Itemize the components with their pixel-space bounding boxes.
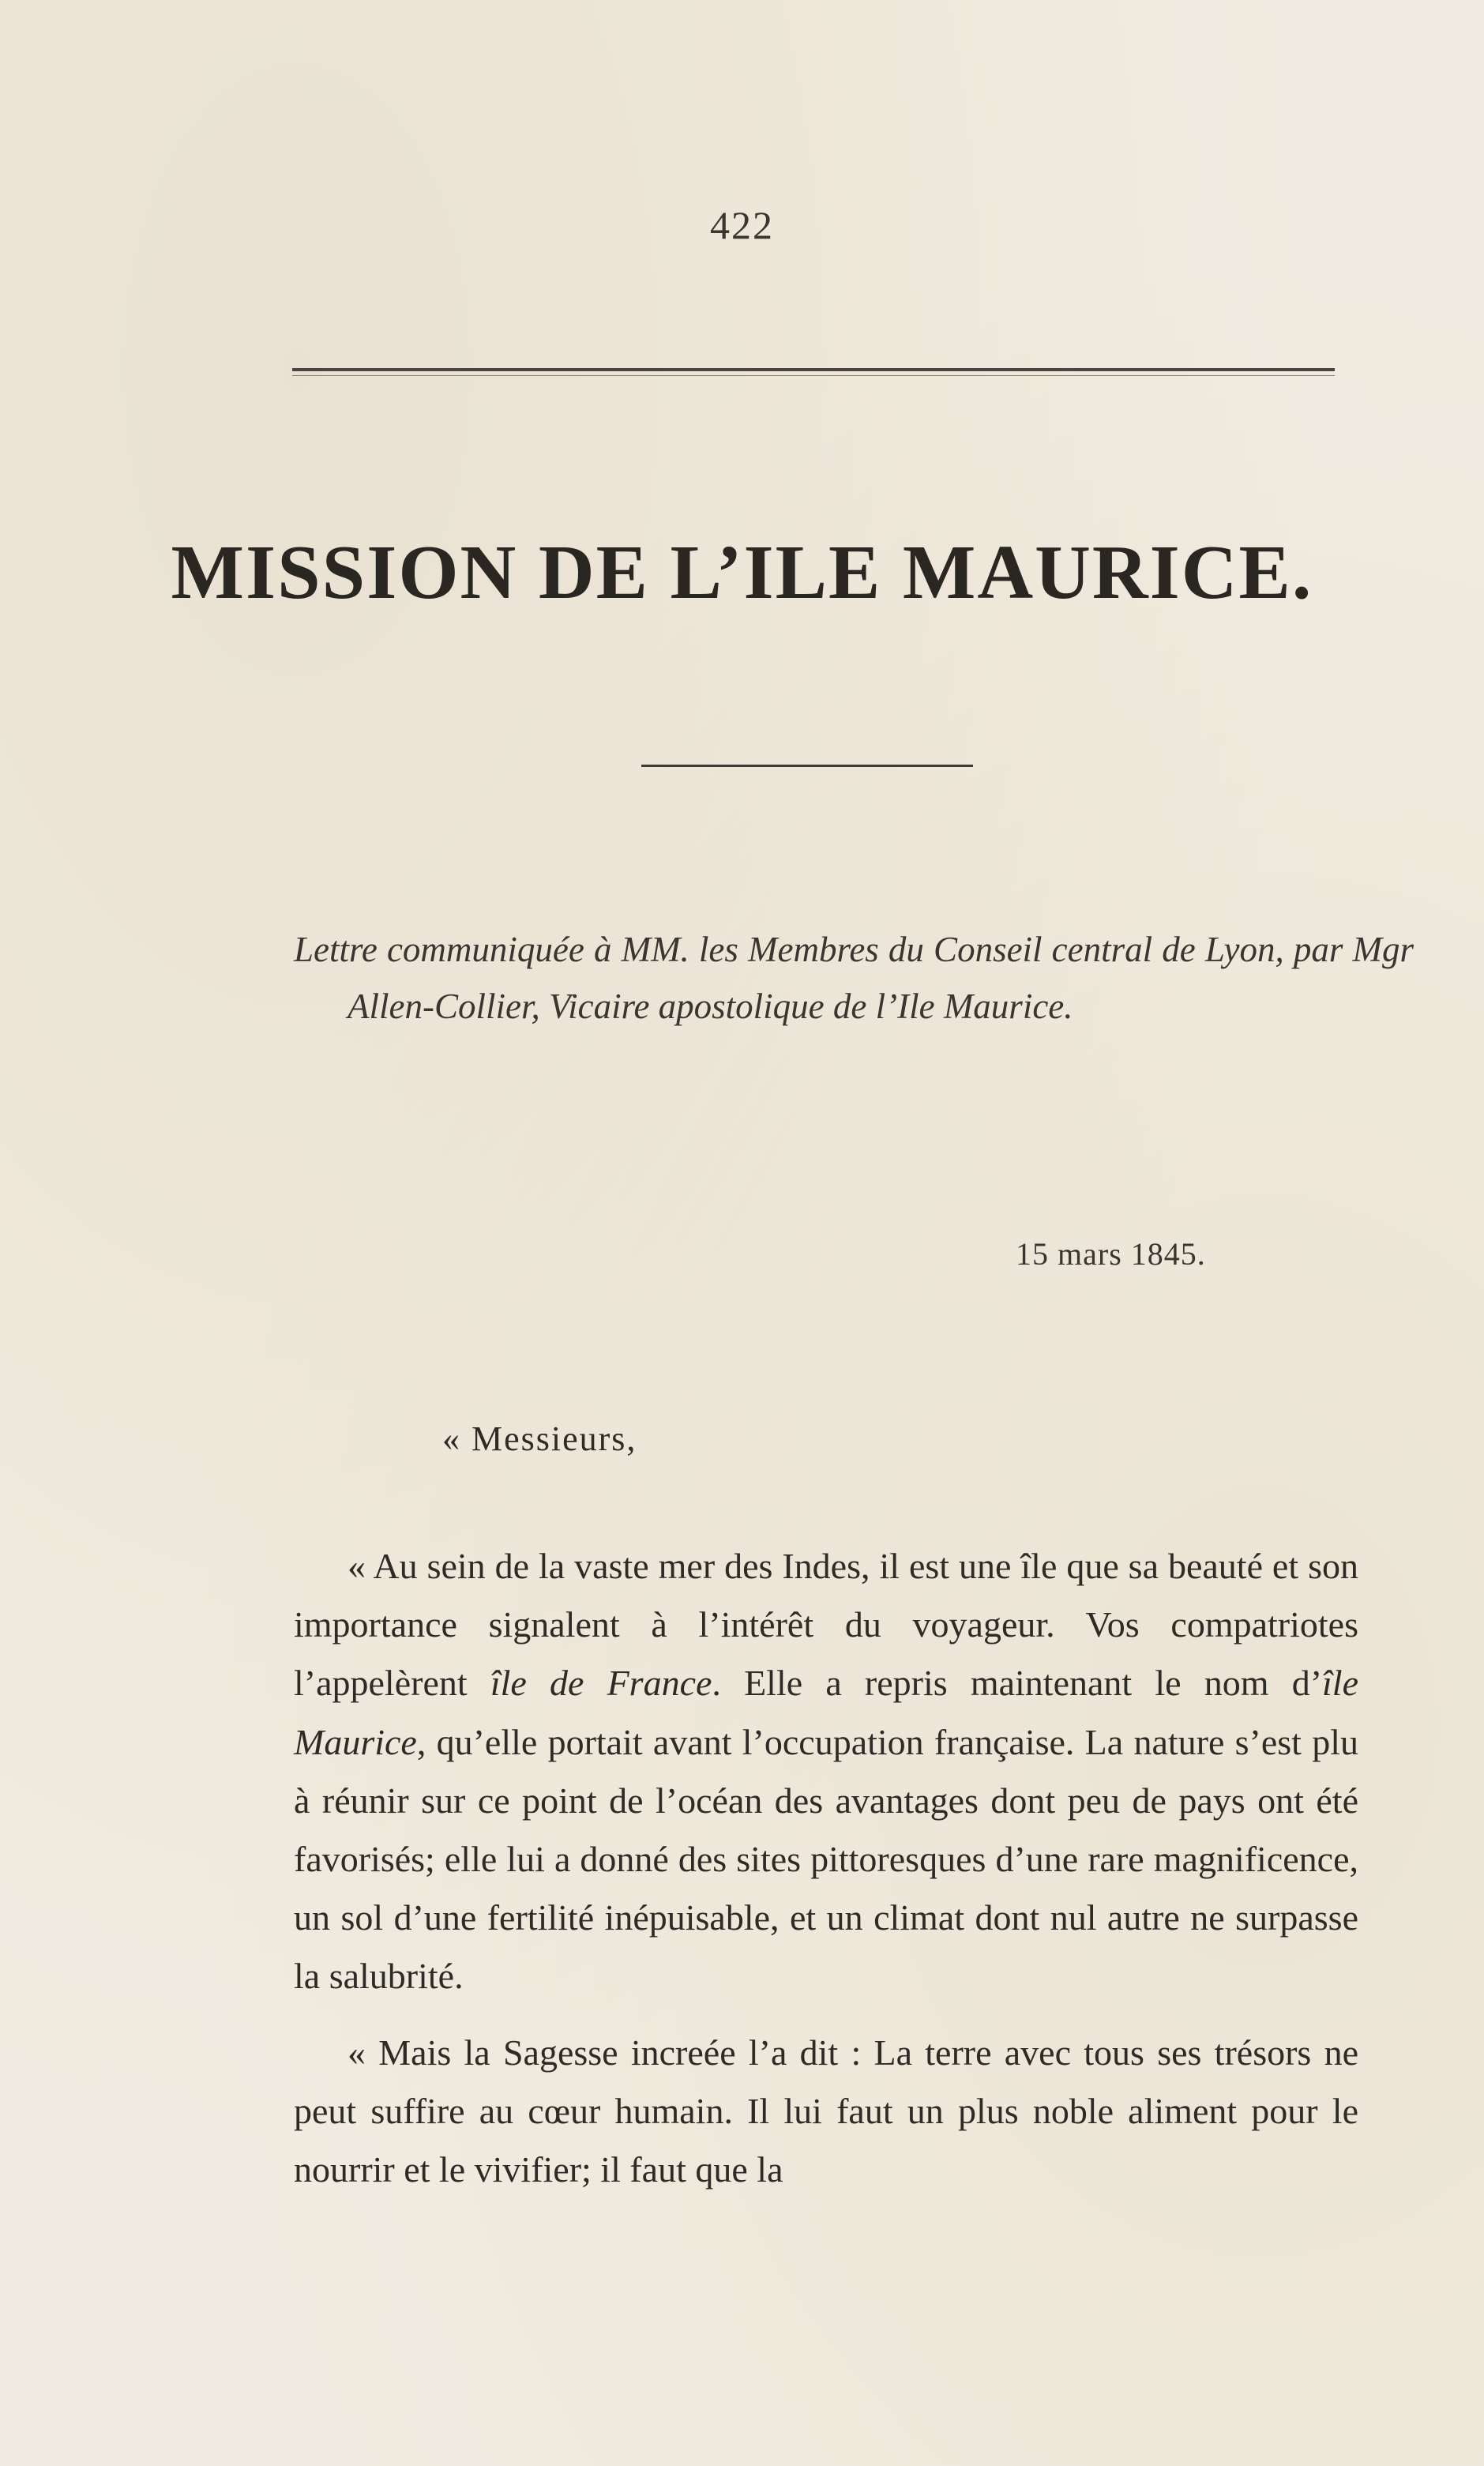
paragraph-text: , qu’elle portait avant l’occupation française. La nature s’est plu à réunir sur ce point de l’océan des avantages dont peu de pays ont été favorisés; elle lui a donné des sites pittoresques d’une rare magnificence, un sol d’une fertilité inépuisable, et un climat dont nul autre ne surpasse la salubrité. — [294, 1721, 1358, 1997]
header-rule — [292, 368, 1335, 371]
emphasis-text: île Maurice — [294, 1663, 1358, 1762]
salutation: « Messieurs, — [442, 1419, 637, 1458]
letter-body — [294, 1537, 1358, 2216]
emphasis-text: île de France — [490, 1663, 712, 1704]
paragraph-text: « Au sein de la vaste mer des Indes, il est une île que sa beauté et son importance signalent à l’intérêt du voyageur. Vos compatriotes l’appelèrent — [294, 1546, 1358, 1704]
paragraph-text: . Elle a repris maintenant le nom d’ — [712, 1663, 1323, 1704]
paragraph — [294, 1537, 1358, 2006]
letter-intro: Lettre communiquée à MM. les Membres du Conseil central de Lyon, par Mgr Allen-Collier, Vicaire apostolique de l’Ile Maurice. — [294, 930, 1414, 1026]
letter-date: 15 mars 1845. — [1016, 1236, 1206, 1272]
paragraph-text: « Mais la Sagesse increée l’a dit : La terre avec tous ses trésors ne peut suffire au cœur humain. Il lui faut un plus noble aliment pour le nourrir et le vivifier; il faut que la — [294, 2032, 1358, 2190]
title-divider — [641, 765, 973, 767]
page-title: MISSION DE L’ILE MAURICE. — [171, 530, 1313, 615]
page-number: 422 — [710, 203, 774, 247]
paragraph — [294, 2024, 1358, 2200]
